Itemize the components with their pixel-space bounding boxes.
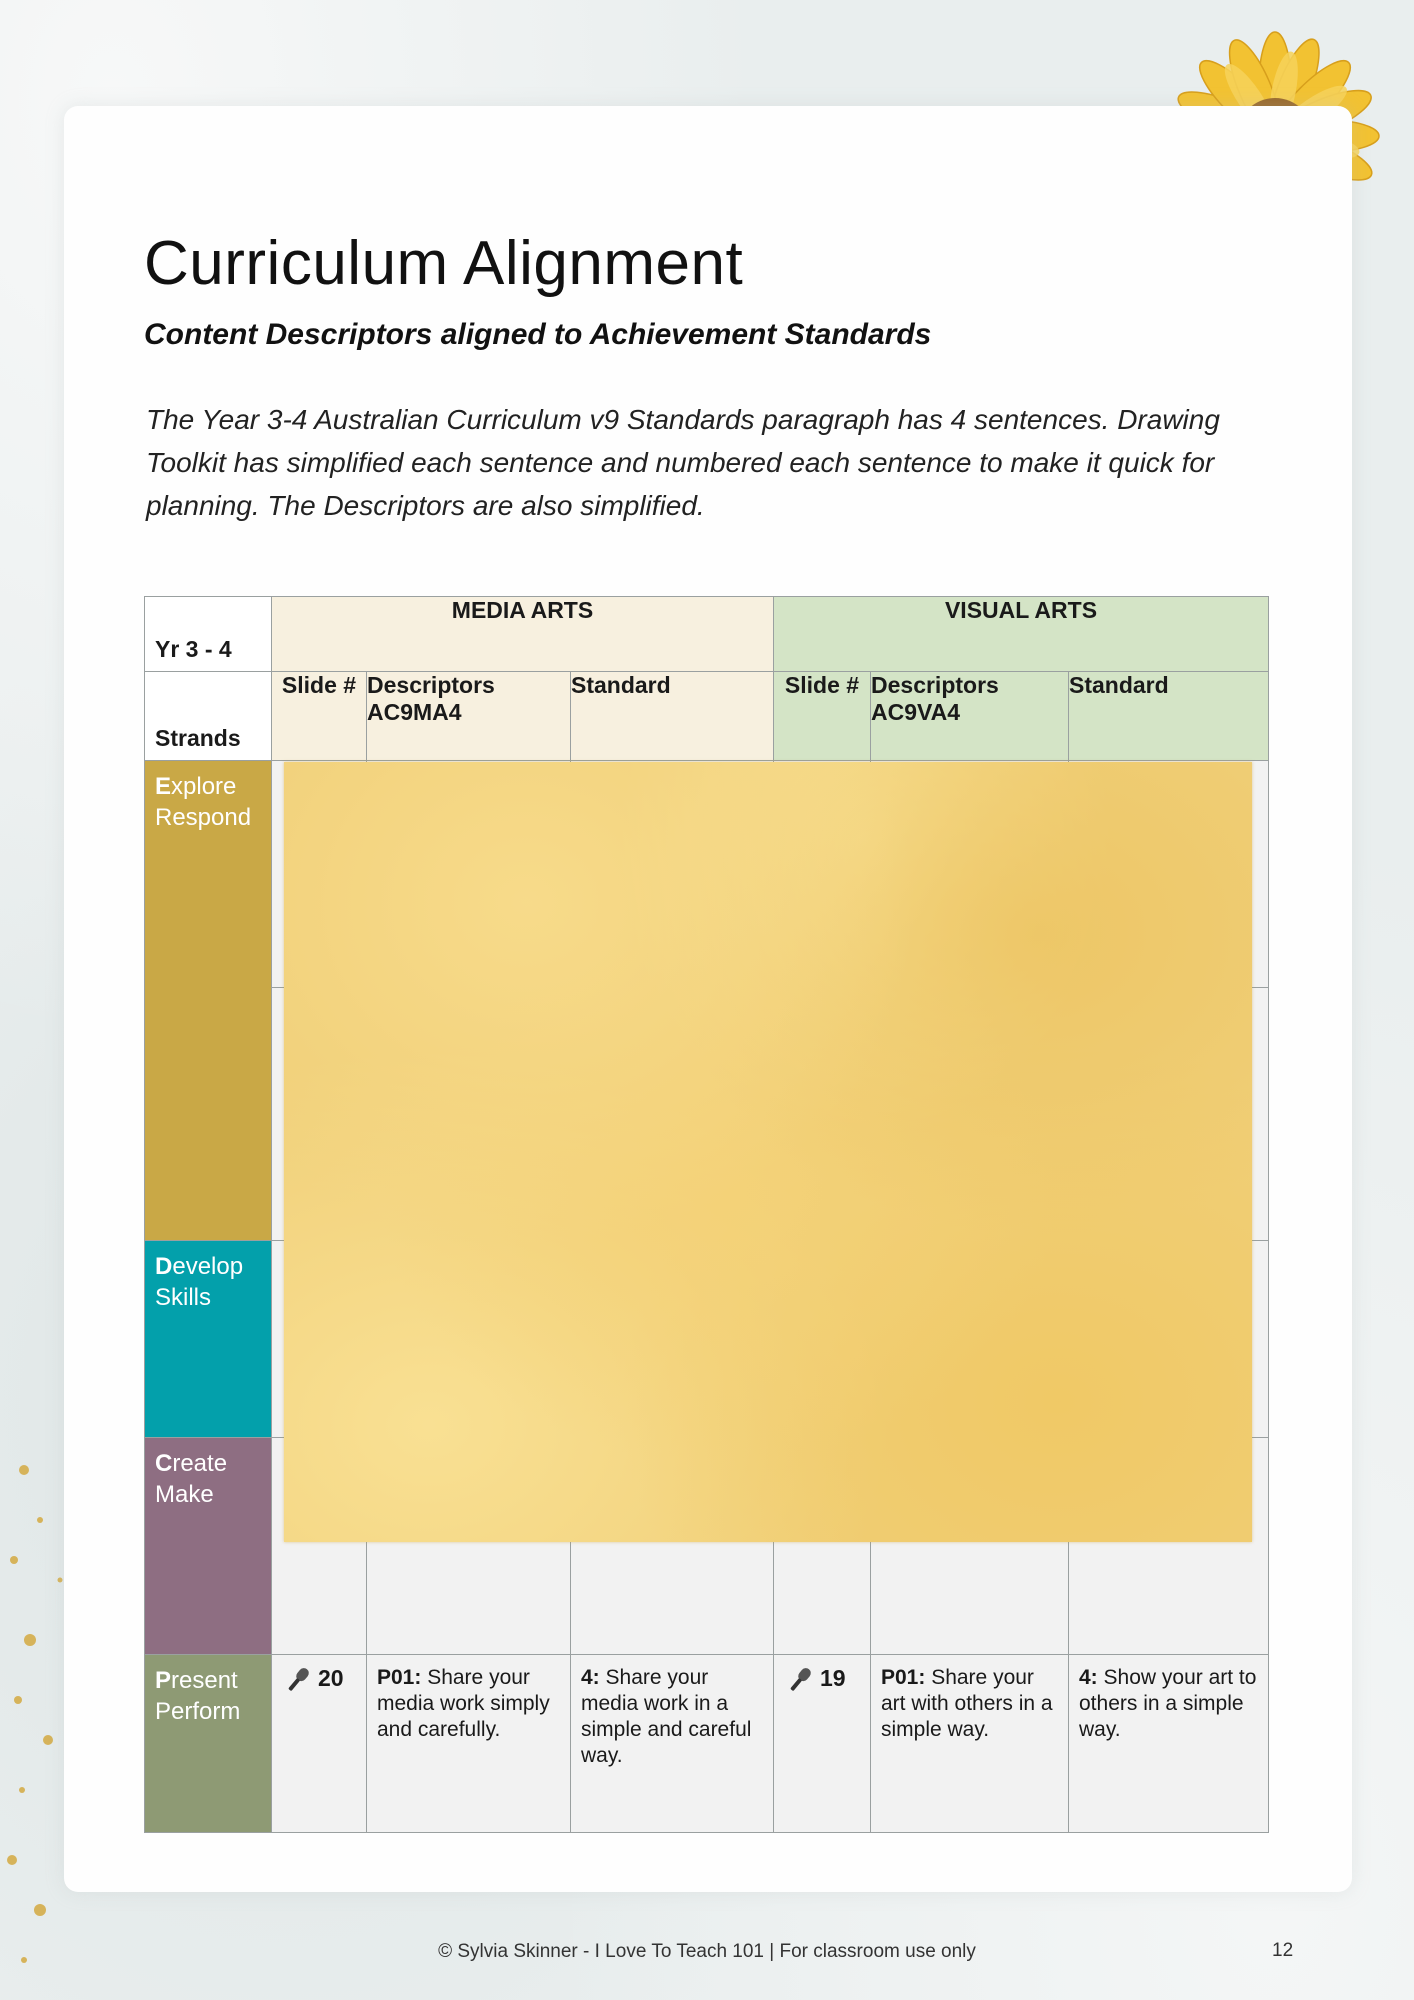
intro-paragraph: The Year 3-4 Australian Curriculum v9 Standards paragraph has 4 sentences. Drawing Toolkit has simplified each sentence and numbered each sentence to make it quick for planning. The Descriptors are also simplified. [146, 404, 1220, 521]
visual-arts-header: VISUAL ARTS [774, 597, 1269, 672]
strand-present: Present Perform [145, 1655, 272, 1833]
visual-standard-cell: 4: Show your art to others in a simple way. [1069, 1655, 1269, 1833]
media-slide-number: 20 [318, 1665, 344, 1692]
media-standard-header: Standard [571, 672, 774, 761]
media-descriptor-cell: P01: Share your media work simply and carefully. [367, 1655, 571, 1833]
microphone-icon [282, 1665, 314, 1695]
media-descriptors-header: Descriptors AC9MA4 [367, 672, 571, 761]
watercolor-cover-overlay [284, 762, 1252, 1542]
visual-slide-header: Slide # [774, 672, 871, 761]
strand-develop: Develop Skills [145, 1241, 272, 1438]
year-label: Yr 3 - 4 [145, 597, 272, 672]
strands-header: Strands [145, 672, 272, 761]
footer-copyright: © Sylvia Skinner - I Love To Teach 101 | For classroom use only [438, 1941, 976, 1962]
media-arts-header: MEDIA ARTS [272, 597, 774, 672]
media-slide-header: Slide # [272, 672, 367, 761]
microphone-icon [784, 1665, 816, 1695]
visual-slide-number: 19 [820, 1665, 846, 1692]
media-slide-cell [272, 1655, 367, 1833]
media-standard-cell: 4: Share your media work in a simple and careful way. [571, 1655, 774, 1833]
strand-create: Create Make [145, 1438, 272, 1655]
visual-descriptors-header: Descriptors AC9VA4 [871, 672, 1069, 761]
page-number: 12 [1272, 1940, 1294, 1961]
visual-standard-header: Standard [1069, 672, 1269, 761]
visual-slide-cell [774, 1655, 871, 1833]
strand-explore: Explore Respond [145, 761, 272, 1241]
page-title: Curriculum Alignment [144, 229, 744, 298]
visual-descriptor-cell: P01: Share your art with others in a simple way. [871, 1655, 1069, 1833]
page-subtitle: Content Descriptors aligned to Achievement Standards [144, 318, 932, 351]
